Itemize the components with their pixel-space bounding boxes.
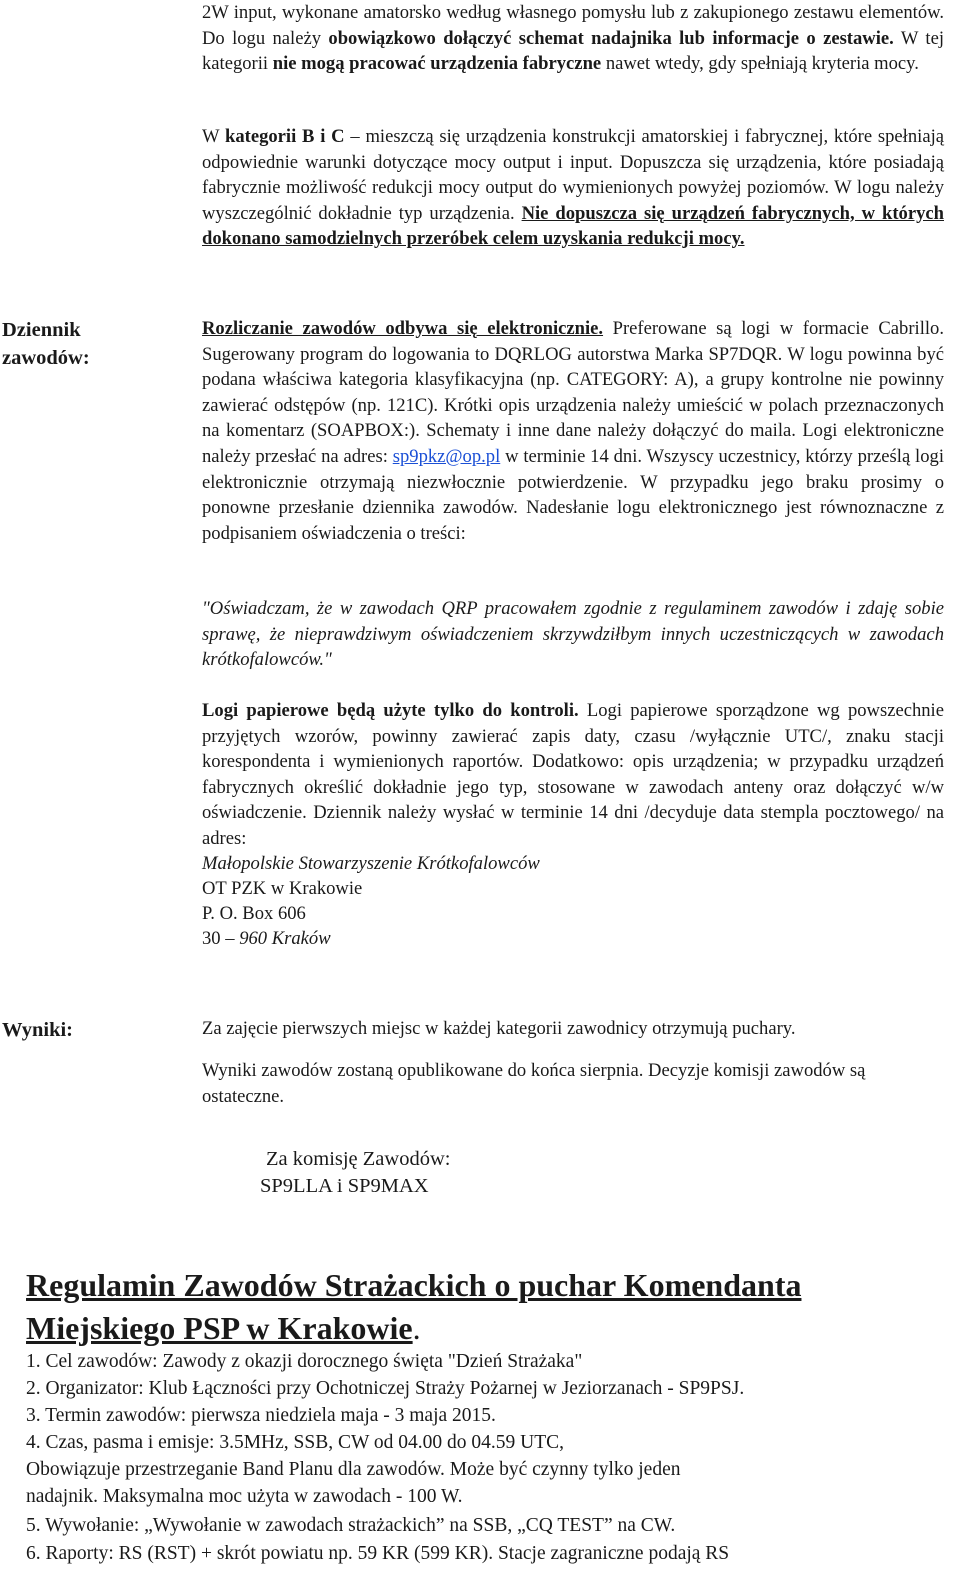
section-label-wyniki: Wyniki: [2,1019,74,1041]
signature-line-1: Za komisję Zawodów: [266,1148,451,1170]
text-bold: nie mogą pracować urządzenia fabryczne [272,53,602,75]
label-line: Dziennik [2,319,81,341]
text-span: Preferowane są logi w formacie Cabrillo. Sugerowany program do logowania to DQRLOG autorstwa Marka SP7DQR. W logu powinna być podana właściwa kategoria klasyfikacyjna (np. CATEGORY: A), a grupy kontrolne nie powinny zawierać odstępów (np. 121C). Krótki opis urządzenia należy umieścić w polach przeznaczonych na komentarz (SOAPBOX:). Schematy i inne dane należy dołączyć do maila. Logi elektroniczne należy przesłać na adres: [202,318,944,467]
text-span: w terminie 14 dni. Wszyscy uczestnicy, którzy prześlą logi elektronicznie otrzymają niezwłocznie potwierdzenie. W przypadku jego braku prosimy o ponowne przesłanie dziennika zawodów. Nadesłanie logu elektronicznego jest równoznaczne z podpisaniem oświadczenia o treści: [202,445,944,544]
text-span: 30 – [202,928,240,949]
paragraph-electronic-logs [202,316,944,546]
section-label-dziennik [2,316,90,372]
regulation-line: Obowiązuje przestrzeganie Band Planu dla zawodów. Może być czynny tylko jeden [26,1459,681,1480]
signature-line-2: SP9LLA i SP9MAX [260,1175,429,1197]
text-bold: obowiązkowo dołączyć schemat nadajnika lub informacje o zestawie. [328,27,894,49]
address-line-3: P. O. Box 606 [202,903,306,924]
paragraph-paper-logs [202,698,944,852]
regulation-line: 6. Raporty: RS (RST) + skrót powiatu np. 59 KR (599 KR). Stacje zagraniczne podają RS [26,1543,730,1564]
address-line-1: Małopolskie Stowarzyszenie Krótkofalowców [202,853,540,874]
paragraph-results-1: Za zajęcie pierwszych miejsc w każdej kategorii zawodnicy otrzymują puchary. [202,1018,796,1039]
text-span: 2W input, wykonane amatorsko według własnego pomysłu lub z zakupionego zestawu elementów. Do logu należy [202,2,944,49]
paragraph-category-b-c [202,124,944,252]
text-bold: kategorii B i C [225,126,345,147]
regulation-line: 2. Organizator: Klub Łączności przy Ochotniczej Straży Pożarnej w Jeziorzanach - SP9PSJ. [26,1378,745,1399]
text-bold-underline: Rozliczanie zawodów odbywa się elektronicznie. [202,318,604,339]
text-italic: 960 Kraków [239,928,331,949]
text-bold-underline: Nie dopuszcza się urządzeń fabrycznych, w których dokonano samodzielnych przeróbek celem uzyskania redukcji mocy. [202,202,944,250]
email-link[interactable]: sp9pkz@op.pl [392,445,501,467]
text-span: W [202,126,225,147]
regulation-line: nadajnik. Maksymalna moc użyta w zawodach - 100 W. [26,1486,463,1507]
text-span: W tej kategorii [202,27,944,75]
text-span: – mieszczą się urządzenia konstrukcji amatorskiej i fabrycznej, które spełniają odpowiednie warunki dotyczące mocy output i input. Dopuszcza się urządzenia, które posiadają fabrycznie możliwość redukcji mocy output do wymienionych powyżej poziomów. W logu należy wyszczególnić dokładnie typ urządzenia. [202,126,944,224]
title-dot: . [412,1310,421,1346]
address-line-4 [202,926,331,952]
text-span: nawet wtedy, gdy spełniają kryteria mocy. [601,53,919,75]
paragraph-results-2: Wyniki zawodów zostaną opublikowane do końca sierpnia. Decyzje komisji zawodów są ostateczne. [202,1060,866,1107]
regulation-line: 3. Termin zawodów: pierwsza niedziela maja - 3 maja 2015. [26,1405,496,1426]
address-line-2: OT PZK w Krakowie [202,878,363,899]
regulations-title [26,1264,936,1350]
declaration-quote: "Oświadczam, że w zawodach QRP pracowałem zgodnie z regulaminem zawodów i zdaję sobie sprawę, że nieprawdziwym oświadczeniem skrzywdziłbym innych uczestniczących w zawodach krótkofalowców." [202,598,944,671]
text-bold: Logi papierowe będą użyte tylko do kontroli. [202,700,579,721]
label-line: zawodów: [2,347,90,369]
paragraph-category-a-end [202,0,944,77]
regulation-line: 4. Czas, pasma i emisje: 3.5MHz, SSB, CW od 04.00 do 04.59 UTC, [26,1432,565,1453]
title-text: Regulamin Zawodów Strażackich o puchar Komendanta Miejskiego PSP w Krakowie [26,1267,802,1346]
regulation-line: 5. Wywołanie: „Wywołanie w zawodach strażackich” na SSB, „CQ TEST” na CW. [26,1515,676,1536]
text-span: Logi papierowe sporządzone wg powszechnie przyjętych wzorów, powinny zawierać zapis daty, czasu /wyłącznie UTC/, znaku stacji korespondenta i wymienionych raportów. Dodatkowo: opis urządzenia; w przypadku urządzeń fabrycznych określić dokładnie jego typ, stosowane w zawodach anteny oraz dołączyć w/w oświadczenie. Dziennik należy wysłać w terminie 14 dni /decyduje data stempla pocztowego/ na adres: [202,700,944,849]
regulation-line: 1. Cel zawodów: Zawody z okazji dorocznego święta "Dzień Strażaka" [26,1351,583,1372]
